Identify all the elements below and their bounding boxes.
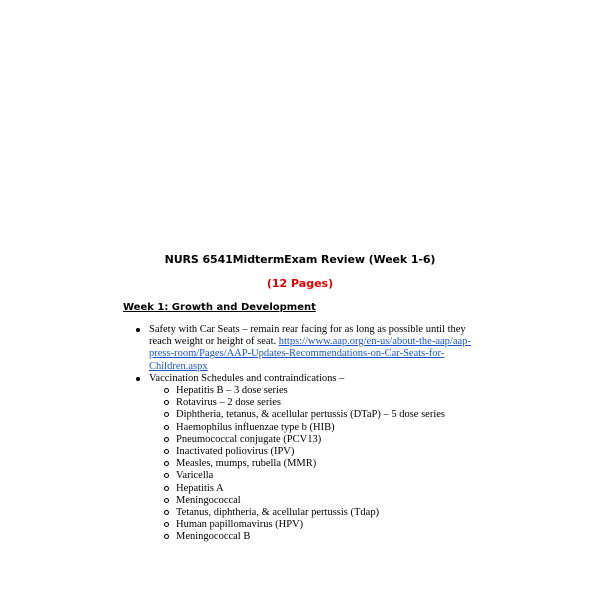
vaccine-list-item: Meningococcal B [176,531,496,543]
circle-bullet-icon [164,461,169,466]
vaccine-list-item: Varicella [176,470,496,482]
bullet-car-seats [149,324,489,373]
vaccine-list-item: Hepatitis A [176,483,496,495]
circle-bullet-icon [164,412,169,417]
circle-bullet-icon [164,437,169,442]
bullet-icon [136,328,140,332]
vaccine-list-item: Measles, mumps, rubella (MMR) [176,458,496,470]
circle-bullet-icon [164,400,169,405]
circle-bullet-icon [164,510,169,515]
vaccine-list-item: Diphtheria, tetanus, & acellular pertussis (DTaP) – 5 dose series [176,409,496,421]
circle-bullet-icon [164,534,169,539]
vaccine-list-item: Tetanus, diphtheria, & acellular pertussis (Tdap) [176,507,496,519]
vaccine-list-item: Rotavirus – 2 dose series [176,397,496,409]
aap-car-seat-link[interactable]: https://www.aap.org/en-us/about-the-aap/aap-press-room/Pages/AAP-Updates-Recommendations-on-Car-Seats-for-Children.aspx [149,336,471,372]
circle-bullet-icon [164,522,169,527]
vaccine-list-item: Meningococcal [176,495,496,507]
vaccine-list-item: Haemophilus influenzae type b (HIB) [176,422,496,434]
car-seats-text: Safety with Car Seats – remain rear facing for as long as possible until they reach weight or height of seat. [149,324,466,348]
circle-bullet-icon [164,473,169,478]
circle-bullet-icon [164,498,169,503]
circle-bullet-icon [164,425,169,430]
document-title: NURS 6541MidtermExam Review (Week 1-6) [164,253,436,266]
vaccine-list-item: Pneumococcal conjugate (PCV13) [176,434,496,446]
bullet-icon [136,377,140,381]
bullet-vaccination-schedules [149,373,489,385]
circle-bullet-icon [164,449,169,454]
section-heading-week-1: Week 1: Growth and Development [123,302,316,313]
circle-bullet-icon [164,486,169,491]
page-count-label: (12 Pages) [266,277,334,290]
vaccine-list-item: Inactivated poliovirus (IPV) [176,446,496,458]
vaccine-list-item: Human papillomavirus (HPV) [176,519,496,531]
vaccine-list [176,385,496,543]
vaccine-list-item: Hepatitis B – 3 dose series [176,385,496,397]
circle-bullet-icon [164,388,169,393]
vaccination-schedules-text: Vaccination Schedules and contraindications – [149,373,345,384]
